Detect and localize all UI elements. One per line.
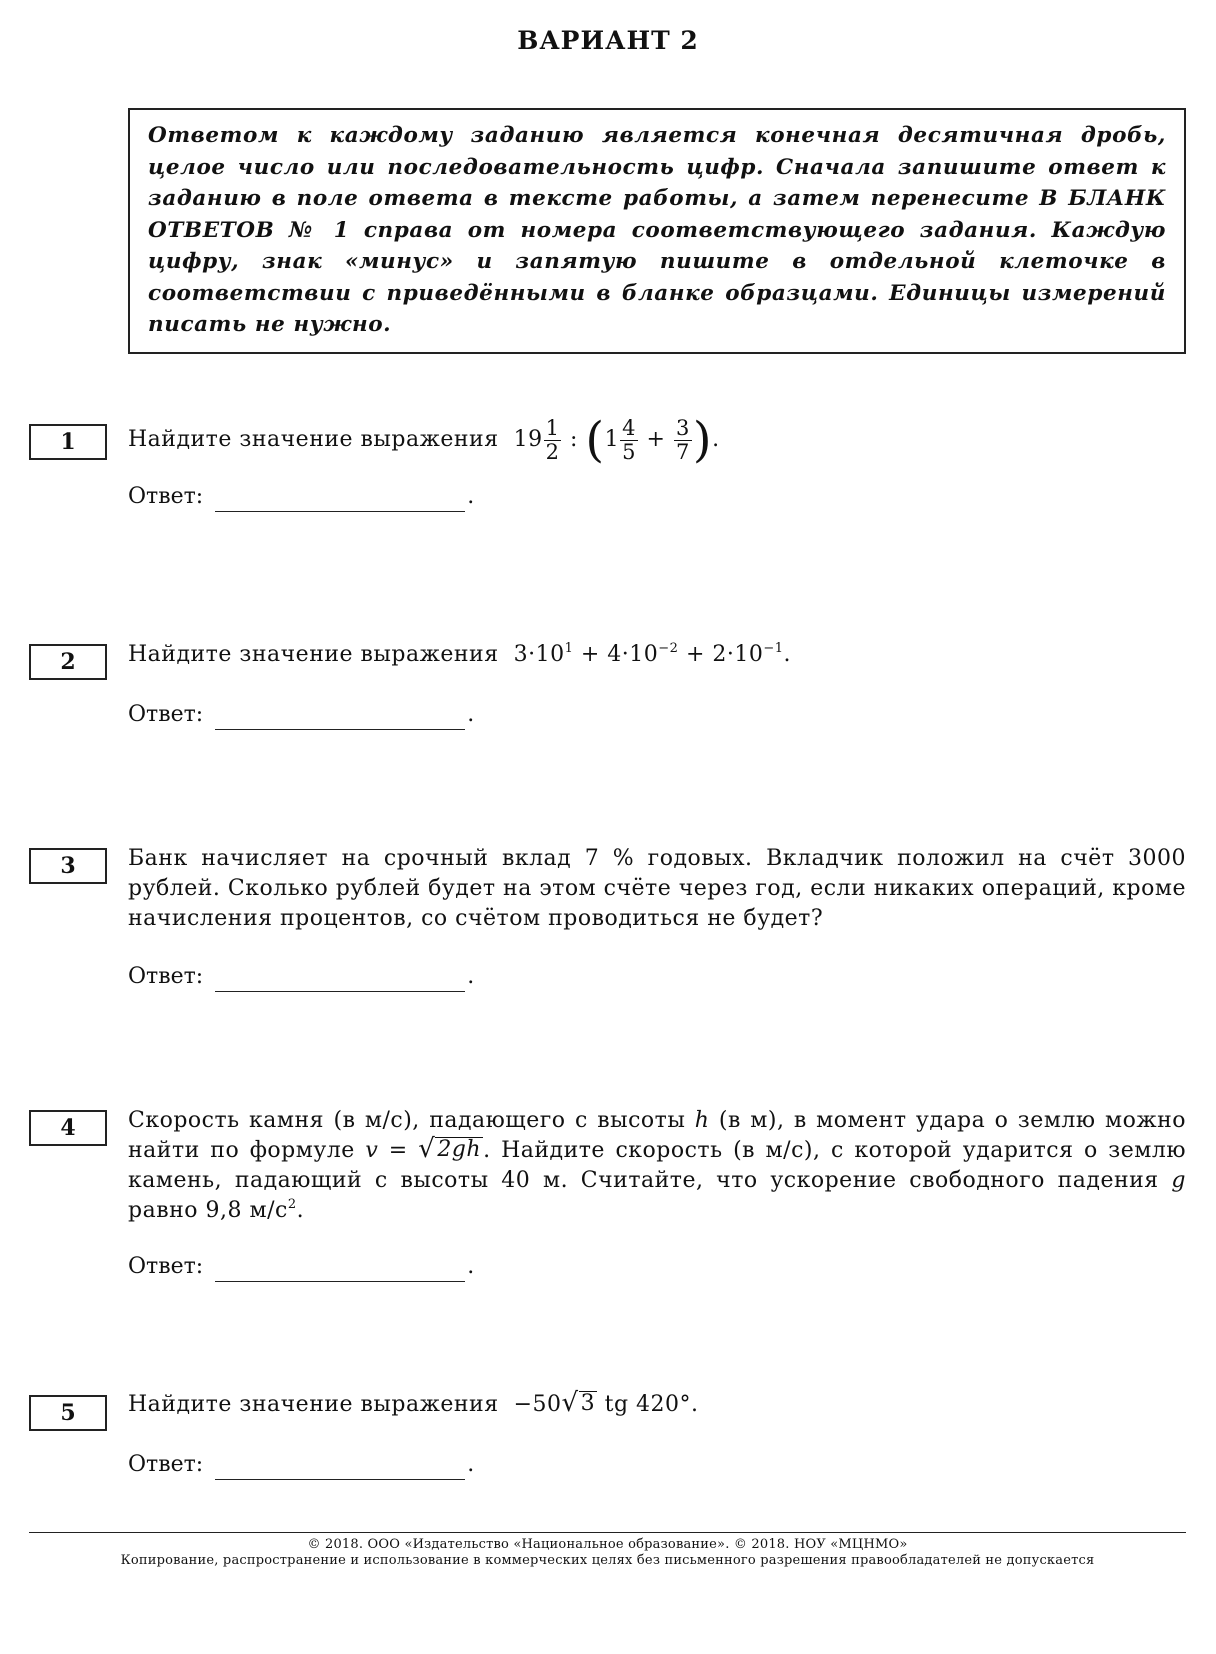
task-number-5: 5 [29,1395,107,1431]
task-5-text: Найдите значение выражения [128,1392,499,1417]
answer-input-5[interactable] [215,1455,465,1480]
instructions-box: Ответом к каждому заданию является конечная десятичная дробь, целое число или последовательность цифр. Сначала запишите ответ к заданию в поле ответа в тексте работы, а затем перенесите В БЛАНК ОТВЕТОВ № 1 справа от номера соответствующего задания. Каждую цифру, знак «минус» и запятую пишите в отдельной клеточке в соответствии с приведёнными в бланке образцами. Единицы измерений писать не нужно. [128,108,1186,354]
fraction-4-5: $\frac{4}{5}$ [622,415,637,464]
var-g: g [1171,1168,1186,1193]
task-1-text: Найдите значение выражения [128,427,499,452]
answer-input-4[interactable] [215,1257,465,1282]
task-3-text: Банк начисляет на срочный вклад 7 % годовых. Вкладчик положил на счёт 3000 рублей. Сколько рублей будет на этом счёте через год, если никаких операций, кроме начисления процентов, со счётом проводиться не будет? [128,846,1186,931]
footer-divider [29,1532,1186,1533]
task-number-1: 1 [29,424,107,460]
task-2-expression: $3\cdot 10^1 + 4\cdot 10^{-2} + 2\cdot 10^{-1}$. [513,641,792,667]
task-number-4: 4 [29,1110,107,1146]
answer-input-2[interactable] [215,705,465,730]
page-title: ВАРИАНТ 2 [517,26,699,55]
answer-field-5: Ответ: . [128,1450,474,1480]
fraction-3-7: $\frac{3}{7}$ [675,415,690,464]
answer-label: Ответ: [128,1452,204,1477]
expr-divide: : [569,427,578,452]
answer-field-4: Ответ: . [128,1252,474,1282]
answer-label: Ответ: [128,1254,204,1279]
task-number-3: 3 [29,848,107,884]
task-4: Скорость камня (в м/с), падающего с высоты h (в м), в момент удара о землю можно найти по формуле v = √ 2gh . Найдите скорость (в м/с), с которой ударится о землю камень, падающий с высоты 40 м. Считайте, что ускорение свободного падения g равно 9,8 $м/с^2$. [128,1108,1186,1223]
task-number-2: 2 [29,644,107,680]
footer-notice: Копирование, распространение и использование в коммерческих целях без письменного разрешения правообладателей не допускается [120,1553,1095,1568]
footer [29,1537,1186,1569]
answer-input-3[interactable] [215,967,465,992]
answer-label: Ответ: [128,702,204,727]
task-5-expression: −50 √ 3 tg 420°. [513,1388,699,1418]
footer-copyright: © 2018. ООО «Издательство «Национальное образование». © 2018. НОУ «МЦНМО» [307,1537,908,1552]
var-h: h [694,1108,710,1133]
formula-v-sqrt-2gh: v = √ 2gh [365,1134,482,1164]
expr-plus: + [646,427,666,452]
answer-label: Ответ: [128,484,204,509]
answer-input-1[interactable] [215,487,465,512]
fraction-1-2: $\frac{1}{2}$ [545,415,560,464]
task-1 [128,412,1186,468]
task-1-expression: 19 $\frac{1}{2}$ : (1 $\frac{4}{5}$ + $\frac{3}{7}$ ). [513,412,720,468]
answer-label: Ответ: [128,964,204,989]
task-5 [128,1390,1186,1420]
answer-field-2: Ответ: . [128,700,474,730]
answer-field-1: Ответ: . [128,482,474,512]
expr-whole-1: 1 [604,427,620,452]
task-2-text: Найдите значение выражения [128,642,499,667]
answer-field-3: Ответ: . [128,962,474,992]
task-2 [128,640,1186,670]
expr-whole-19: 19 [513,427,543,452]
